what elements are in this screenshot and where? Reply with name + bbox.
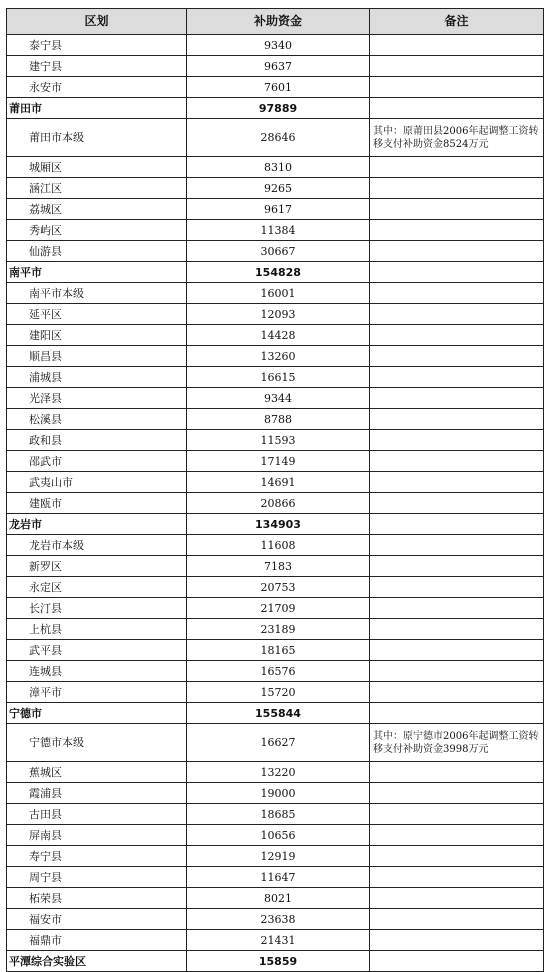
table-row [7,682,544,703]
remark-cell [370,951,544,972]
table-row [7,241,544,262]
remark-cell [370,451,544,472]
remark-cell [370,56,544,77]
region-cell: 福安市 [7,909,187,930]
region-cell: 莆田市 [7,98,187,119]
remark-cell [370,804,544,825]
region-cell: 宁德市本级 [7,724,187,762]
region-cell: 上杭县 [7,619,187,640]
table-row [7,77,544,98]
funds-cell: 16615 [187,367,370,388]
remark-cell [370,35,544,56]
table-row [7,178,544,199]
funds-cell: 13220 [187,762,370,783]
table-row [7,640,544,661]
region-cell: 泰宁县 [7,35,187,56]
remark-cell [370,262,544,283]
funds-cell: 11608 [187,535,370,556]
funds-cell: 12919 [187,846,370,867]
region-cell: 建瓯市 [7,493,187,514]
funds-cell: 8788 [187,409,370,430]
remark-cell [370,367,544,388]
funds-cell: 9617 [187,199,370,220]
region-cell: 建阳区 [7,325,187,346]
funds-cell: 9340 [187,35,370,56]
table-row [7,304,544,325]
region-cell: 古田县 [7,804,187,825]
table-row [7,157,544,178]
funds-cell: 97889 [187,98,370,119]
funds-cell: 11384 [187,220,370,241]
funds-cell: 155844 [187,703,370,724]
funds-cell: 16001 [187,283,370,304]
region-cell: 松溪县 [7,409,187,430]
remark-cell [370,325,544,346]
funds-cell: 15859 [187,951,370,972]
remark-cell [370,577,544,598]
region-cell: 城厢区 [7,157,187,178]
region-cell: 平潭综合实验区 [7,951,187,972]
remark-cell [370,930,544,951]
header-row [7,9,544,35]
region-cell: 浦城县 [7,367,187,388]
remark-cell [370,783,544,804]
region-cell: 新罗区 [7,556,187,577]
table-row [7,556,544,577]
funds-cell: 8021 [187,888,370,909]
table-row [7,283,544,304]
funds-cell: 9265 [187,178,370,199]
funds-cell: 16627 [187,724,370,762]
region-cell: 龙岩市本级 [7,535,187,556]
funds-cell: 21709 [187,598,370,619]
region-cell: 仙游县 [7,241,187,262]
region-cell: 漳平市 [7,682,187,703]
region-cell: 长汀县 [7,598,187,619]
region-cell: 顺昌县 [7,346,187,367]
funds-cell: 11593 [187,430,370,451]
remark-cell [370,346,544,367]
table-row [7,888,544,909]
funds-cell: 9637 [187,56,370,77]
table-row [7,119,544,157]
subsidy-table [6,8,544,972]
remark-cell [370,703,544,724]
table-row [7,199,544,220]
remark-cell [370,199,544,220]
region-cell: 寿宁县 [7,846,187,867]
funds-cell: 14691 [187,472,370,493]
remark-cell [370,535,544,556]
table-row [7,409,544,430]
region-cell: 政和县 [7,430,187,451]
table-row [7,661,544,682]
funds-cell: 7601 [187,77,370,98]
remark-cell [370,619,544,640]
funds-cell: 18165 [187,640,370,661]
funds-cell: 18685 [187,804,370,825]
funds-cell: 11647 [187,867,370,888]
remark-cell [370,241,544,262]
region-cell: 延平区 [7,304,187,325]
table-row [7,619,544,640]
region-cell: 霞浦县 [7,783,187,804]
funds-cell: 134903 [187,514,370,535]
city-row [7,262,544,283]
funds-cell: 23189 [187,619,370,640]
funds-cell: 20866 [187,493,370,514]
funds-cell: 7183 [187,556,370,577]
region-cell: 连城县 [7,661,187,682]
region-cell: 蕉城区 [7,762,187,783]
header-remarks: 备注 [370,9,544,35]
funds-cell: 16576 [187,661,370,682]
city-row [7,98,544,119]
table-row [7,346,544,367]
table-row [7,367,544,388]
remark-cell [370,514,544,535]
funds-cell: 13260 [187,346,370,367]
city-row [7,514,544,535]
remark-cell [370,430,544,451]
table-row [7,825,544,846]
remark-cell [370,556,544,577]
remark-cell [370,846,544,867]
remark-cell [370,178,544,199]
remark-cell [370,493,544,514]
funds-cell: 30667 [187,241,370,262]
region-cell: 光泽县 [7,388,187,409]
table-row [7,388,544,409]
table-row [7,35,544,56]
remark-cell [370,888,544,909]
region-cell: 莆田市本级 [7,119,187,157]
table-row [7,451,544,472]
funds-cell: 23638 [187,909,370,930]
table-row [7,930,544,951]
city-row [7,951,544,972]
table-row [7,430,544,451]
remark-cell [370,867,544,888]
funds-cell: 10656 [187,825,370,846]
table-row [7,762,544,783]
remark-cell [370,682,544,703]
remark-cell [370,661,544,682]
region-cell: 周宁县 [7,867,187,888]
remark-cell [370,640,544,661]
region-cell: 柘荣县 [7,888,187,909]
city-row [7,703,544,724]
table-row [7,56,544,77]
remark-cell [370,220,544,241]
table-row [7,724,544,762]
funds-cell: 17149 [187,451,370,472]
funds-cell: 19000 [187,783,370,804]
table-row [7,846,544,867]
remark-cell [370,77,544,98]
region-cell: 南平市本级 [7,283,187,304]
remark-cell [370,825,544,846]
funds-cell: 21431 [187,930,370,951]
region-cell: 武夷山市 [7,472,187,493]
header-funds: 补助资金 [187,9,370,35]
region-cell: 荔城区 [7,199,187,220]
remark-cell: 其中：原莆田县2006年起调整工资转移支付补助资金8524万元 [370,119,544,157]
funds-cell: 12093 [187,304,370,325]
remark-cell [370,388,544,409]
table-row [7,909,544,930]
table-row [7,867,544,888]
region-cell: 建宁县 [7,56,187,77]
region-cell: 宁德市 [7,703,187,724]
table-row [7,783,544,804]
table-row [7,598,544,619]
remark-cell [370,598,544,619]
funds-cell: 20753 [187,577,370,598]
region-cell: 龙岩市 [7,514,187,535]
region-cell: 涵江区 [7,178,187,199]
funds-cell: 8310 [187,157,370,178]
remark-cell [370,472,544,493]
region-cell: 福鼎市 [7,930,187,951]
funds-cell: 28646 [187,119,370,157]
table-row [7,535,544,556]
remark-cell [370,157,544,178]
remark-cell [370,283,544,304]
funds-cell: 15720 [187,682,370,703]
remark-cell [370,98,544,119]
table-row [7,220,544,241]
table-row [7,577,544,598]
region-cell: 南平市 [7,262,187,283]
header-region: 区划 [7,9,187,35]
remark-cell: 其中：原宁德市2006年起调整工资转移支付补助资金3998万元 [370,724,544,762]
table-row [7,472,544,493]
table-row [7,325,544,346]
region-cell: 屏南县 [7,825,187,846]
region-cell: 武平县 [7,640,187,661]
region-cell: 邵武市 [7,451,187,472]
table-row [7,493,544,514]
region-cell: 永安市 [7,77,187,98]
region-cell: 永定区 [7,577,187,598]
funds-cell: 9344 [187,388,370,409]
remark-cell [370,762,544,783]
funds-cell: 14428 [187,325,370,346]
funds-cell: 154828 [187,262,370,283]
remark-cell [370,304,544,325]
remark-cell [370,409,544,430]
remark-cell [370,909,544,930]
region-cell: 秀屿区 [7,220,187,241]
table-row [7,804,544,825]
